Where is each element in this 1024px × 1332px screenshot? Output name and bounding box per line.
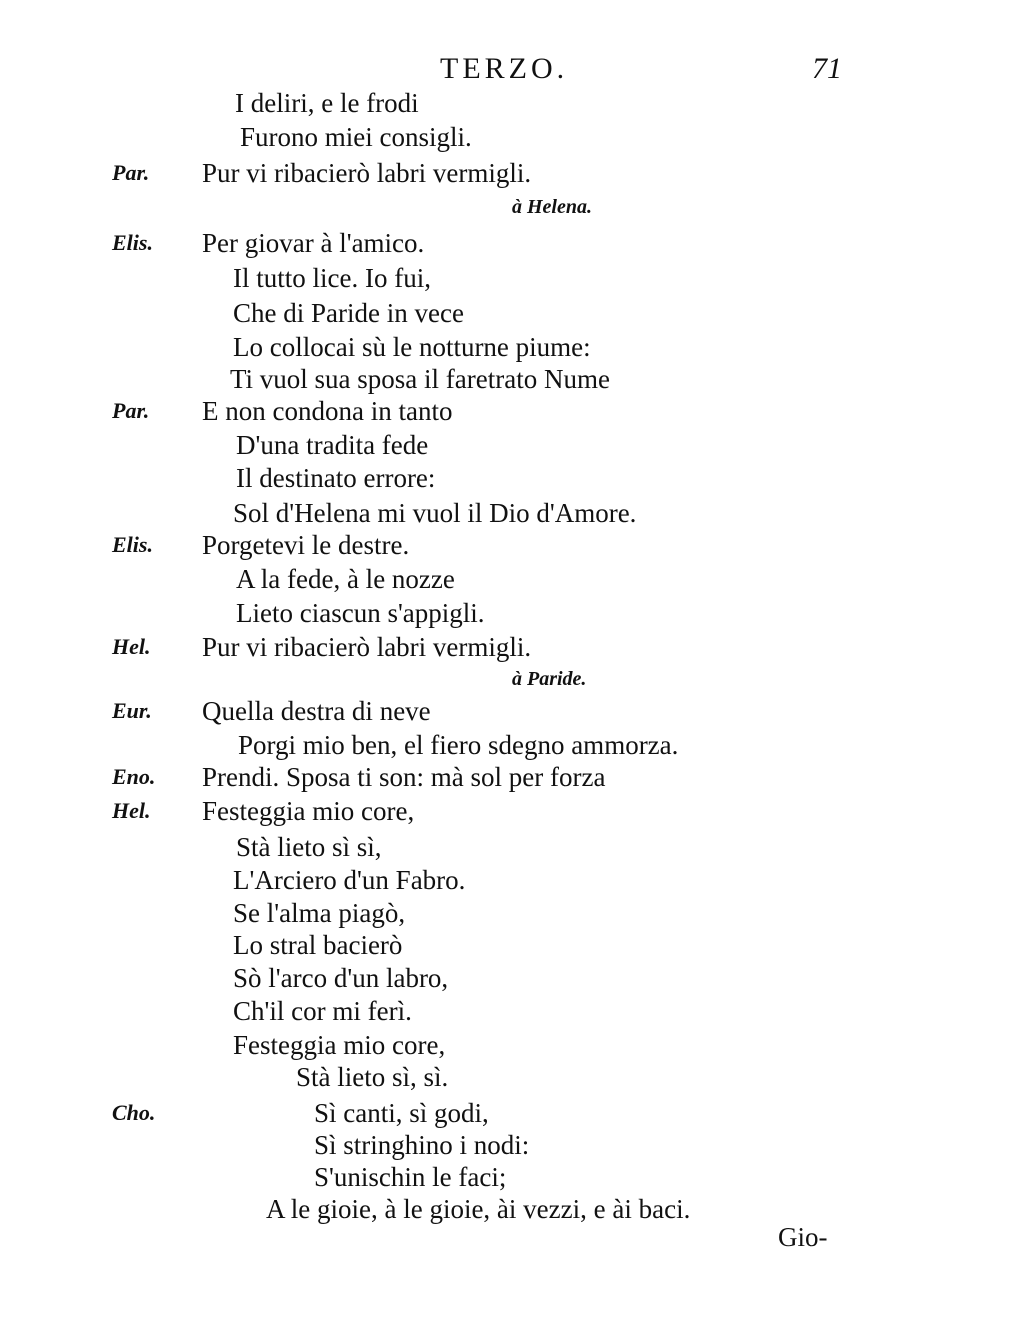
speaker-label: Hel.	[112, 634, 151, 659]
verse-line: Stà lieto sì sì,	[236, 832, 382, 862]
speaker-label: Cho.	[112, 1100, 156, 1125]
speaker-label: Elis.	[112, 532, 153, 557]
verse-line: Se l'alma piagò,	[233, 898, 406, 928]
verse-line: Prendi. Sposa ti son: mà sol per forza	[202, 762, 606, 792]
verse-line: Lo stral bacierò	[233, 930, 403, 960]
verse-line: Porgi mio ben, el fiero sdegno ammorza.	[238, 730, 679, 760]
stage-direction: à Helena.	[512, 196, 592, 218]
verse-line: Sò l'arco d'un labro,	[233, 963, 449, 993]
speaker-label: Elis.	[112, 230, 153, 255]
stage-direction: à Paride.	[512, 668, 587, 690]
verse-line: Sol d'Helena mi vuol il Dio d'Amore.	[233, 498, 637, 528]
verse-line: Festeggia mio core,	[233, 1030, 446, 1060]
verse-line: Furono miei consigli.	[240, 122, 472, 152]
speaker-label: Eur.	[112, 698, 152, 723]
verse-line: Lo collocai sù le notturne piume:	[233, 332, 591, 362]
verse-line: Pur vi ribacierò labri vermigli.	[202, 632, 532, 662]
catchword: Gio-	[778, 1222, 828, 1252]
page-number: 71	[812, 52, 842, 85]
verse-line: Stà lieto sì, sì.	[296, 1062, 449, 1092]
verse-line: Il tutto lice. Io fui,	[233, 263, 431, 293]
verse-line: E non condona in tanto	[202, 396, 453, 426]
verse-line: Che di Paride in vece	[233, 298, 464, 328]
running-head: TERZO.	[440, 52, 569, 85]
verse-line: Ti vuol sua sposa il faretrato Nume	[230, 364, 610, 394]
verse-line: A la fede, à le nozze	[236, 564, 455, 594]
verse-line: D'una tradita fede	[236, 430, 429, 460]
verse-line: Festeggia mio core,	[202, 796, 415, 826]
speaker-label: Hel.	[112, 798, 151, 823]
verse-line: S'unischin le faci;	[314, 1162, 507, 1192]
verse-line: Per giovar à l'amico.	[202, 228, 425, 258]
speaker-label: Par.	[112, 160, 150, 185]
verse-line: Quella destra di neve	[202, 696, 431, 726]
verse-line: A le gioie, à le gioie, ài vezzi, e ài baci.	[266, 1194, 691, 1224]
verse-line: I deliri, e le frodi	[235, 88, 419, 118]
verse-line: L'Arciero d'un Fabro.	[233, 865, 466, 895]
verse-line: Il destinato errore:	[236, 463, 436, 493]
speaker-label: Eno.	[112, 764, 156, 789]
verse-line: Porgetevi le destre.	[202, 530, 410, 560]
speaker-label: Par.	[112, 398, 150, 423]
verse-line: Ch'il cor mi ferì.	[233, 996, 412, 1026]
verse-line: Sì canti, sì godi,	[314, 1098, 489, 1128]
verse-line: Pur vi ribacierò labri vermigli.	[202, 158, 532, 188]
verse-line: Sì stringhino i nodi:	[314, 1130, 530, 1160]
verse-line: Lieto ciascun s'appigli.	[236, 598, 485, 628]
